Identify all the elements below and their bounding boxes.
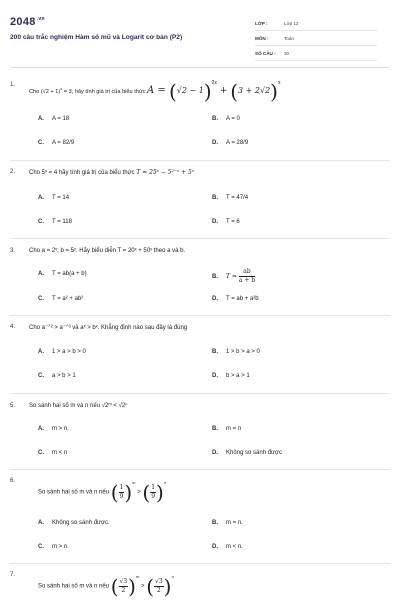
question-text: So sánh hai số m và n nếu ( $\frac{1}{9}$ )$^m$ > ( $\frac{1}{9}$ )$^n$: [38, 480, 167, 505]
document-title: 200 câu trắc nghiệm Hàm số mũ và Logarit cơ bản (P2): [10, 34, 183, 41]
option-b[interactable]: B. m = n: [212, 426, 242, 432]
meta-key: SỐ CÂU :: [255, 50, 276, 56]
site-logo[interactable]: [10, 16, 45, 28]
question-number: 6.: [10, 478, 16, 484]
question-divider: [10, 238, 390, 239]
question-divider: [10, 160, 390, 161]
question-text: [29, 80, 280, 102]
question-number: 5.: [10, 403, 16, 409]
option-d[interactable]: D. m < n.: [212, 544, 243, 550]
question-number: 3.: [10, 248, 16, 254]
meta-value: Lớp 12: [284, 20, 299, 26]
option-d[interactable]: D. b > a > 1: [212, 373, 250, 379]
logo-text: 2048: [10, 16, 36, 28]
q1-expr-p2: 3 + 2√2: [238, 86, 271, 95]
fraction: $\frac{1}{9}$: [151, 483, 156, 500]
option-c[interactable]: C. a > b > 1: [38, 373, 76, 379]
option-d[interactable]: D. Không so sánh được: [212, 450, 282, 456]
meta-key: MÔN :: [255, 35, 269, 41]
paren-open: (: [230, 79, 238, 104]
meta-key: LỚP :: [255, 20, 268, 26]
paren-close: ): [203, 79, 212, 104]
question-number: 4.: [10, 324, 16, 330]
fraction: $\frac{√3}{2}$: [155, 577, 163, 594]
meta-value: Toán: [284, 35, 294, 41]
option-d[interactable]: D. T = ab + a²b: [212, 296, 259, 302]
question-divider: [10, 563, 390, 564]
q1-prefix-sup: x: [60, 86, 63, 92]
option-a[interactable]: A. T = 14: [38, 195, 70, 201]
q1-expr-p1: √2 − 1: [176, 86, 204, 95]
paren-close: ): [270, 79, 278, 104]
fraction: $\frac{1}{9}$: [119, 483, 124, 500]
meta-row-class: [255, 16, 377, 31]
q2-expression: T = 25ˣ − 5²⁻ˣ + 5ˣ: [136, 169, 194, 176]
question-text: So sánh hai số m và n nếu ( $\frac{√3}{2}$ )$^m$ > ( $\frac{√3}{2}$ )$^n$: [38, 574, 174, 599]
question-text: Cho 5ˣ = 4 hãy tính giá trị của biểu thức T = 25ˣ − 5²⁻ˣ + 5ˣ: [29, 169, 194, 176]
question-text: Cho a = 2ˣ; b = 5ˣ. Hãy biểu diễn T = 20ˣ + 50ˣ theo a và b.: [29, 248, 186, 254]
question-text: So sánh hai số m và n nếu √2ᵐ < √2ⁿ: [29, 403, 128, 409]
fraction: $\frac{√3}{2}$: [119, 577, 128, 594]
option-c[interactable]: C. m < n: [38, 450, 68, 456]
q1-expr-a: A =: [146, 85, 169, 96]
option-c[interactable]: C. A = 82/9: [38, 140, 75, 146]
meta-value: 30: [284, 50, 290, 56]
option-a[interactable]: A. m > n.: [38, 426, 69, 432]
q1-prefix: Cho (√2 + 1): [29, 89, 61, 95]
meta-row-count: [255, 46, 377, 61]
logo-suffix: .vn: [36, 16, 45, 23]
option-c[interactable]: C. T = a² + ab²: [38, 296, 84, 302]
question-divider: [10, 469, 390, 470]
option-b[interactable]: B. 1 > b > a > 0: [212, 349, 260, 355]
option-d[interactable]: D. T = 6: [212, 219, 240, 225]
option-b[interactable]: B. m = n.: [212, 520, 243, 526]
q1-expr-sup1: 2x: [211, 80, 217, 86]
option-d[interactable]: D. A = 28/9: [212, 140, 249, 146]
fraction: $\frac{ab}{a + b}$: [238, 268, 256, 284]
option-c[interactable]: C. m > n.: [38, 544, 69, 550]
meta-row-subject: [255, 31, 377, 46]
question-number: 1.: [10, 82, 16, 88]
question-number: 2.: [10, 169, 16, 175]
option-a[interactable]: A. Không so sánh được.: [38, 520, 110, 526]
option-a[interactable]: A. A = 18: [38, 116, 70, 122]
q1-mid: = 3, hãy tính giá trị của biểu thức: [62, 89, 147, 95]
option-b[interactable]: B. T = $\frac{ab}{a + b}$: [212, 268, 256, 284]
option-a[interactable]: A. T = ab(a + b): [38, 271, 87, 277]
question-divider: [10, 393, 390, 394]
q1-expr-sup2: x: [277, 80, 281, 86]
option-b[interactable]: B. T = 47/4: [212, 195, 249, 201]
option-c[interactable]: C. T = 118: [38, 219, 72, 225]
option-b[interactable]: B. A = 0: [212, 116, 240, 122]
header-divider: [10, 67, 390, 68]
option-a[interactable]: A. 1 > a > b > 0: [38, 349, 86, 355]
question-divider: [10, 315, 390, 316]
paren-open: (: [168, 79, 177, 104]
q1-expr-plus: +: [216, 86, 231, 96]
question-text: Cho a⁻ᐟ² > a⁻ᐟ³ và aˣ > bˣ. Khẳng định nào sau đây là đúng: [29, 325, 188, 331]
question-number: 7.: [10, 572, 16, 578]
meta-table: [255, 16, 377, 61]
